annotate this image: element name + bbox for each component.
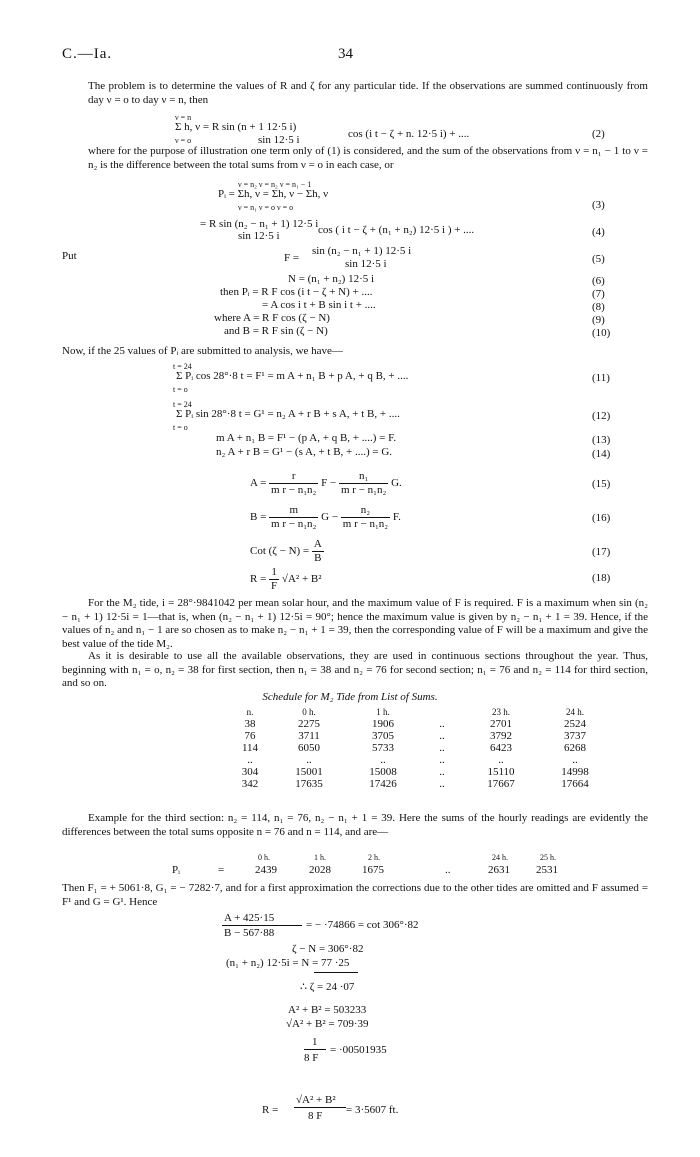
- table-row: [228, 742, 612, 754]
- table-cell: 114: [241, 742, 259, 754]
- eq15-num2: n₁: [339, 470, 388, 484]
- table-row: [228, 778, 612, 790]
- eq17-den: B: [314, 552, 322, 564]
- eq16-den2: m r − n₁n₂: [342, 518, 389, 530]
- eq17: [250, 538, 324, 565]
- table-cell: ..: [439, 766, 445, 778]
- calc-inverse-num: 1: [312, 1036, 318, 1048]
- schedule-header-row: [228, 706, 612, 718]
- eq2-sum-upper: ν = n: [175, 113, 192, 122]
- table-cell: 2275: [298, 718, 320, 730]
- eq14-number: (14): [592, 448, 611, 460]
- table-cell: 17664: [561, 778, 589, 790]
- section-header: C.—Ia.: [62, 46, 113, 62]
- p-value: 1675: [362, 864, 384, 876]
- eq15-lhs: A =: [250, 477, 267, 490]
- eq10: and B = R F sin (ζ − N): [224, 325, 328, 337]
- eq3-lower-limits: ν = n₁ ν = o ν = o: [238, 203, 294, 212]
- eq8-number: (8): [592, 301, 605, 313]
- page-number: 34: [338, 46, 353, 62]
- p-header-0: 0 h.: [258, 853, 270, 862]
- table-cell: 17635: [295, 778, 323, 790]
- calc-a2-b2: A² + B² = 503233: [288, 1004, 367, 1016]
- table-cell: 3792: [490, 730, 512, 742]
- eq11-upper: t = 24: [173, 362, 192, 371]
- table-cell: 17426: [369, 778, 397, 790]
- eq11-lower: t = o: [173, 385, 188, 394]
- table-cell: 304: [241, 766, 259, 778]
- calc-r-den: 8 F: [308, 1110, 323, 1122]
- eq15-den2: m r − n₁n₂: [340, 484, 387, 496]
- schedule-title: Schedule for M₂ Tide from List of Sums.: [262, 691, 438, 703]
- intro-paragraph: The problem is to determine the values of R and ζ for any particular tide. If the observations are summed continuously from day ν = o to day ν = n, then: [88, 80, 648, 106]
- table-cell: ..: [439, 754, 445, 766]
- table-row: [228, 718, 612, 730]
- eq7-number: (7): [592, 288, 605, 300]
- eq2-denominator: sin 12·5 i: [258, 134, 300, 146]
- table-cell: 3711: [298, 730, 320, 742]
- eq16-number: (16): [592, 512, 611, 524]
- eq16-num1: m: [269, 504, 318, 518]
- calc-sqrt: √A² + B² = 709·39: [286, 1018, 369, 1030]
- col-header: 0 h.: [302, 707, 316, 717]
- table-cell: ..: [439, 742, 445, 754]
- eq5-lhs: F =: [284, 252, 300, 264]
- calc-a-over-b-den: B − 567·88: [224, 927, 275, 939]
- table-cell: ..: [306, 754, 312, 766]
- eq11: Σ Pᵢ cos 28°·8 t = F¹ = m A + n₁ B + p A, + q B, + ....: [176, 370, 409, 382]
- col-header: n.: [246, 707, 254, 717]
- fraction-bar: [294, 1107, 346, 1108]
- calc-cot: = − ·74866 = cot 306°·82: [306, 919, 419, 931]
- table-cell: 17667: [487, 778, 515, 790]
- eq17-lhs: Cot (ζ − N) =: [250, 545, 310, 558]
- eq2-lhs: Σ h, ν = R sin (n + 1 12·5 i): [175, 121, 297, 133]
- eq2-sum-lower: ν = o: [175, 136, 192, 145]
- table-row: [228, 730, 612, 742]
- eq14: n₂ A + r B = G¹ − (s A, + t B, + ....) = G.: [216, 446, 393, 458]
- table-cell: 15008: [369, 766, 397, 778]
- eq6: N = (n₁ + n₂) 12·5 i: [288, 273, 375, 285]
- eq16-mid: G −: [321, 511, 339, 524]
- table-cell: 6268: [564, 742, 586, 754]
- p-value: 2531: [536, 864, 558, 876]
- table-cell: 38: [244, 718, 256, 730]
- p-value: ..: [445, 864, 451, 876]
- where-paragraph: where for the purpose of illustration one term only of (1) is considered, and the sum of the observations from ν = n₁ − 1 to ν = n₂ is the difference between the total sums from ν = o in each case, or: [88, 145, 648, 171]
- eq18-lhs: R =: [250, 573, 267, 586]
- calc-r-value: = 3·5607 ft.: [346, 1104, 399, 1116]
- calc-r-lhs: R =: [262, 1104, 279, 1116]
- table-cell: ..: [247, 754, 253, 766]
- table-cell: ..: [439, 730, 445, 742]
- schedule-table: [228, 706, 612, 790]
- eq3-main: Pᵢ = Σh, ν = Σh, ν − Σh, ν: [218, 188, 329, 200]
- table-cell: 76: [244, 730, 256, 742]
- table-cell: 342: [241, 778, 259, 790]
- eq15-number: (15): [592, 478, 611, 490]
- calc-inverse-value: = ·00501935: [330, 1044, 387, 1056]
- col-header: 24 h.: [566, 707, 584, 717]
- table-cell: ..: [439, 778, 445, 790]
- eq5-numerator: sin (n₂ − n₁ + 1) 12·5 i: [312, 245, 412, 257]
- m2-paragraph: For the M₂ tide, i = 28°·9841042 per mean solar hour, and the maximum value of F is required. F is a maximum when sin (n₂ − n₁ + 1) 12·5i = 1—that is, when (n₂ − n₁ + 1) 12·5i = 90°; hence the maximum value is given by n₂ − n₁ + 1 = 39. Hence, if the values of n₂ and n₁ − 1 are so chosen as to make n₂ − n₁ + 1 = 39, then the corresponding value of F will be a maximum and give the best value of the tide M₂.: [62, 597, 648, 650]
- eq18-number: (18): [592, 572, 611, 584]
- p-value: 2631: [488, 864, 510, 876]
- table-cell: ..: [380, 754, 386, 766]
- table-cell: 6423: [490, 742, 512, 754]
- calc-r-num: √A² + B²: [296, 1094, 336, 1106]
- table-cell: 3705: [372, 730, 394, 742]
- eq17-number: (17): [592, 546, 611, 558]
- eq12-lower: t = o: [173, 423, 188, 432]
- table-cell: ..: [572, 754, 578, 766]
- table-cell: ..: [439, 718, 445, 730]
- eq15-num1: r: [269, 470, 318, 484]
- eq4-number: (4): [592, 226, 605, 238]
- col-header: [420, 706, 464, 718]
- eq15-den1: m r − n₁n₂: [271, 484, 317, 496]
- p-label: Pᵢ: [172, 864, 180, 876]
- eq17-num: A: [313, 538, 322, 550]
- eq18-rhs: √A² + B²: [281, 573, 322, 586]
- table-row: [228, 754, 612, 766]
- eq9-number: (9): [592, 314, 605, 326]
- eq7: then Pᵢ = R F cos (i t − ζ + N) + ....: [220, 286, 373, 298]
- calc-zeta: ∴ ζ = 24 ·07: [300, 981, 355, 993]
- table-cell: 15001: [295, 766, 323, 778]
- eq16-lhs: B =: [250, 511, 267, 524]
- eq12-upper: t = 24: [173, 400, 192, 409]
- then-paragraph: Then F₁ = + 5061·8, G₁ = − 7282·7, and for a first approximation the corrections due to the other tides are omitted and F assumed = F¹ and G = G¹. Hence: [62, 882, 648, 908]
- analysis-intro: Now, if the 25 values of Pᵢ are submitted to analysis, we have—: [62, 345, 343, 357]
- calc-zeta-minus-n: ζ − N = 306°·82: [292, 943, 364, 955]
- col-header: 23 h.: [492, 707, 510, 717]
- table-cell: ..: [498, 754, 504, 766]
- calc-n: (n₁ + n₂) 12·5i = N = 77 ·25: [226, 957, 350, 969]
- p-header-2: 2 h.: [368, 853, 380, 862]
- eq18-frac: [269, 566, 279, 593]
- table-cell: 14998: [561, 766, 589, 778]
- eq16-end: F.: [392, 511, 401, 524]
- col-header: 1 h.: [376, 707, 390, 717]
- table-cell: 1906: [372, 718, 394, 730]
- eq15-end: G.: [391, 477, 402, 490]
- eq4-rhs: cos ( i t − ζ + (n₁ + n₂) 12·5 i ) + ....: [318, 224, 475, 236]
- eq17-frac: [312, 538, 324, 565]
- eq6-number: (6): [592, 275, 605, 287]
- eq16: [250, 504, 401, 531]
- eq13-number: (13): [592, 434, 611, 446]
- eq15-frac2: [339, 470, 388, 497]
- eq16-frac2: [341, 504, 390, 531]
- sum-rule: [314, 972, 358, 973]
- eq10-number: (10): [592, 327, 611, 339]
- eq3-upper-limits: ν = n₂ ν = n₂ ν = n₁ − 1: [238, 180, 312, 189]
- eq18-den: F: [271, 580, 278, 592]
- eq5-number: (5): [592, 253, 605, 265]
- eq9: where A = R F cos (ζ − N): [214, 312, 330, 324]
- p-header-5: 25 h.: [540, 853, 556, 862]
- eq16-num2: n₂: [341, 504, 390, 518]
- eq3-number: (3): [592, 199, 605, 211]
- eq13: m A + n₁ B = F¹ − (p A, + q B, + ....) = F.: [216, 432, 397, 444]
- p-header-4: 24 h.: [492, 853, 508, 862]
- eq8: = A cos i t + B sin i t + ....: [262, 299, 376, 311]
- sections-paragraph: As it is desirable to use all the available observations, they are used in continuous sections throughout the year. Thus, beginning with n₁ = o, n₂ = 38 for first section, then n₁ = 38 and n₂ = 76 for second section; n₁ = 76 and n₂ = 114 for third section, and so on.: [62, 650, 648, 689]
- eq11-number: (11): [592, 372, 610, 384]
- eq4-numerator: = R sin (n₂ − n₁ + 1) 12·5 i: [200, 218, 319, 230]
- table-cell: 15110: [487, 766, 515, 778]
- eq12: Σ Pᵢ sin 28°·8 t = G¹ = n₂ A + r B + s A, + t B, + ....: [176, 408, 400, 420]
- table-cell: 6050: [298, 742, 320, 754]
- fraction-bar: [304, 1049, 326, 1050]
- eq15-frac1: [269, 470, 318, 497]
- table-cell: 3737: [564, 730, 586, 742]
- eq16-frac1: [269, 504, 318, 531]
- eq2-rhs: cos (i t − ζ + n. 12·5 i) + ....: [348, 128, 470, 140]
- example-paragraph: Example for the third section: n₂ = 114, n₁ = 76, n₂ − n₁ + 1 = 39. Here the sums of the hourly readings are evidently the differences between the total sums opposite n = 76 and n = 114, and are—: [62, 812, 648, 838]
- eq12-number: (12): [592, 410, 611, 422]
- eq4-denominator: sin 12·5 i: [238, 230, 280, 242]
- table-cell: 2524: [564, 718, 586, 730]
- table-cell: 5733: [372, 742, 394, 754]
- eq15: [250, 470, 402, 497]
- p-equals: =: [218, 864, 225, 876]
- table-row: [228, 766, 612, 778]
- p-header-1: 1 h.: [314, 853, 326, 862]
- eq2-number: (2): [592, 128, 605, 140]
- put-label: Put: [62, 250, 77, 262]
- eq16-den1: m r − n₁n₂: [271, 518, 317, 530]
- eq5-denominator: sin 12·5 i: [345, 258, 387, 270]
- eq18: [250, 566, 322, 593]
- calc-a-over-b-num: A + 425·15: [224, 912, 275, 924]
- calc-inverse-den: 8 F: [304, 1052, 319, 1064]
- p-value: 2028: [309, 864, 331, 876]
- p-value: 2439: [255, 864, 277, 876]
- eq18-num: 1: [269, 566, 279, 580]
- fraction-bar: [222, 925, 302, 926]
- table-cell: 2701: [490, 718, 512, 730]
- eq15-mid: F −: [321, 477, 337, 490]
